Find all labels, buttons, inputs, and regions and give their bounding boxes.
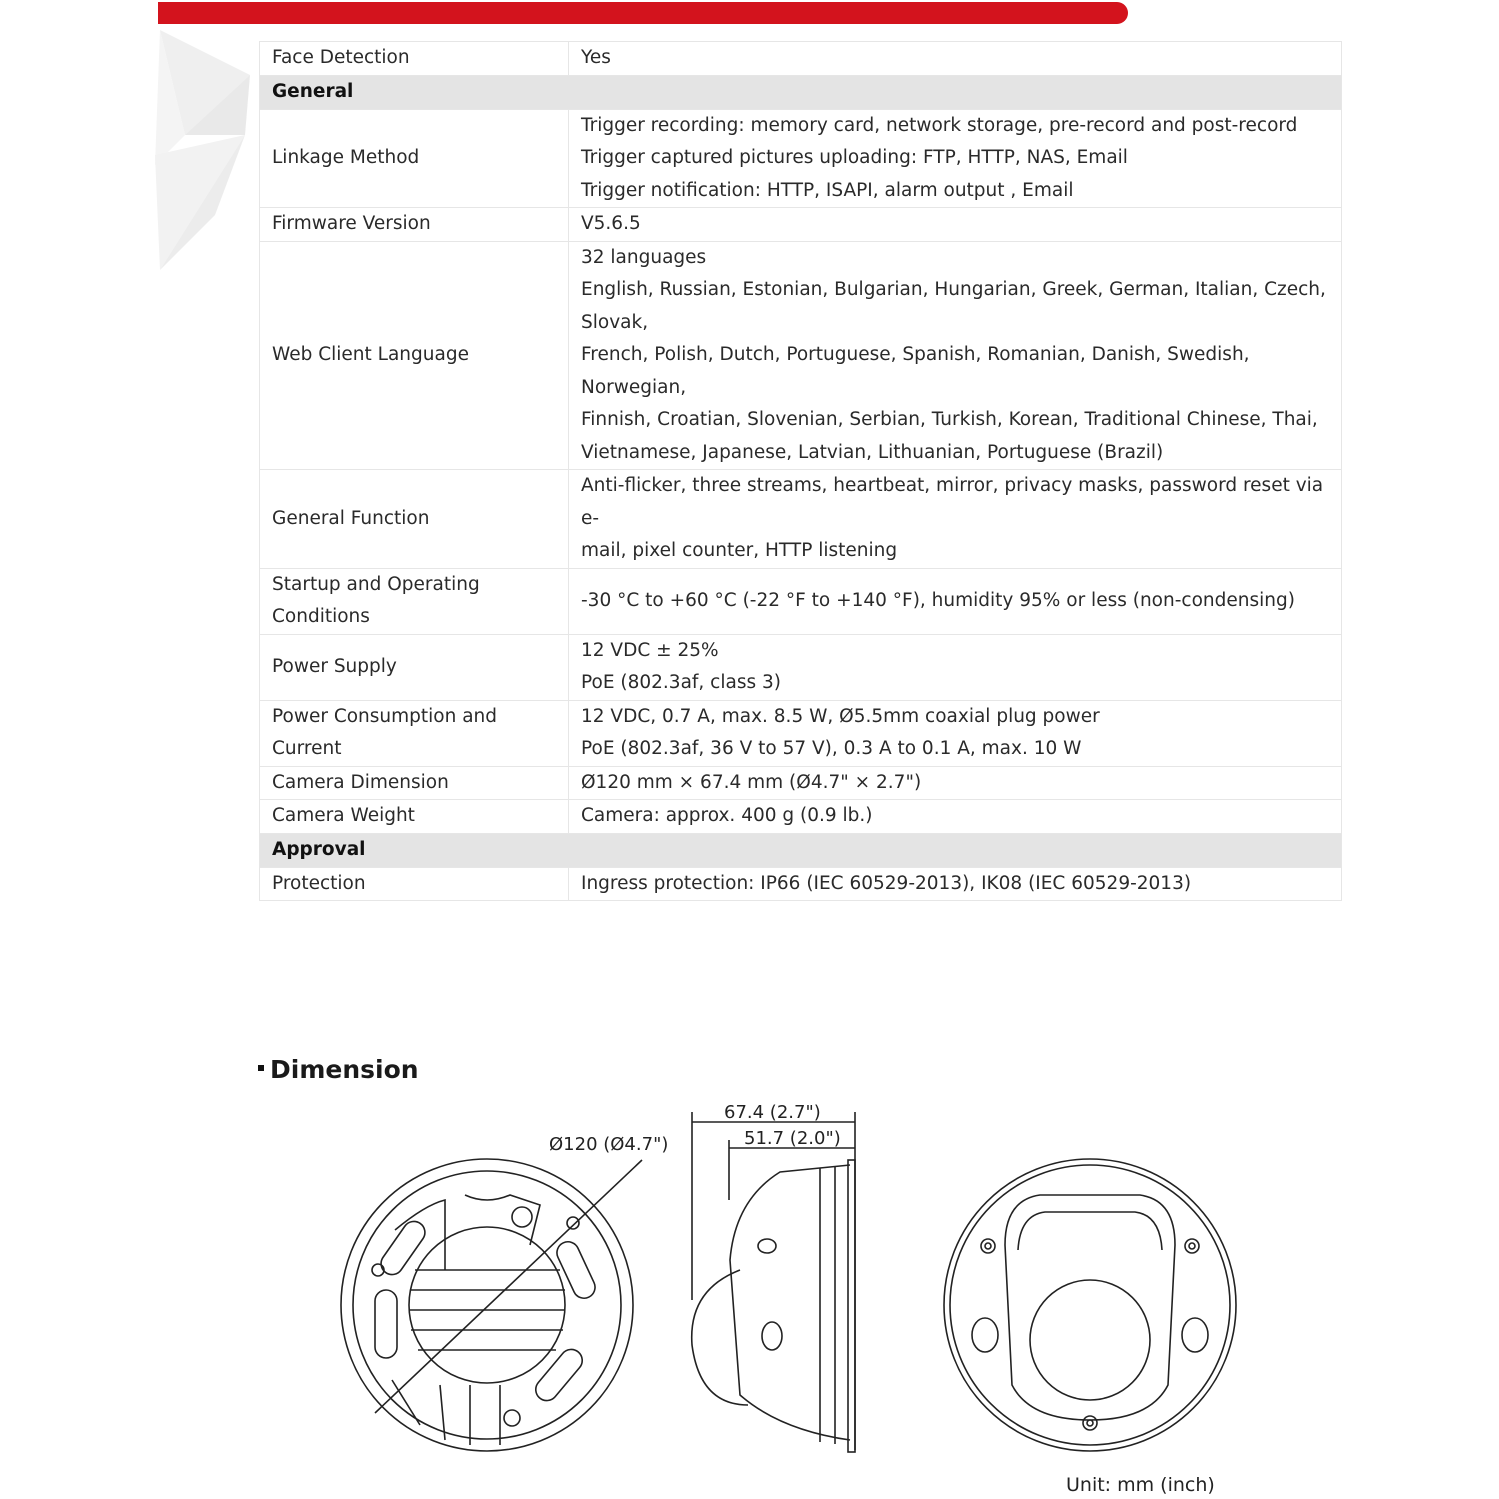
spec-value-line: Ø120 mm × 67.4 mm (Ø4.7" × 2.7") (581, 771, 922, 793)
spec-label: General Function (260, 470, 569, 569)
spec-value-line: mail, pixel counter, HTTP listening (581, 540, 898, 561)
spec-value-line: -30 °C to +60 °C (-22 °F to +140 °F), humidity 95% or less (non-condensing) (581, 589, 1295, 611)
spec-label: Firmware Version (260, 208, 569, 242)
spec-value-line: French, Polish, Dutch, Portuguese, Spanish, Romanian, Danish, Swedish, Norwegian, (581, 344, 1250, 398)
spec-label: Face Detection (260, 42, 569, 76)
spec-value-line: Camera: approx. 400 g (0.9 lb.) (581, 805, 873, 826)
spec-label-line: Power Consumption and (272, 705, 498, 727)
base-plate-view (341, 1159, 642, 1451)
section-header: Approval (260, 833, 1342, 867)
spec-label-line: Conditions (272, 606, 370, 627)
spec-value-line: 32 languages (581, 246, 707, 268)
spec-label: Web Client Language (260, 241, 569, 470)
unit-label: Unit: mm (inch) (1066, 1474, 1215, 1496)
side-view (692, 1112, 855, 1452)
spec-value-line: Yes (581, 47, 611, 68)
spec-value-line: V5.6.5 (581, 213, 641, 234)
depth-label: 67.4 (2.7") (724, 1102, 821, 1123)
spec-label: Power Supply (260, 634, 569, 700)
front-view (944, 1159, 1236, 1451)
spec-value-line: Anti-flicker, three streams, heartbeat, mirror, privacy masks, password reset via e- (581, 475, 1324, 529)
spec-label: Camera Dimension (260, 766, 569, 800)
body-depth-label: 51.7 (2.0") (744, 1128, 841, 1149)
diameter-label: Ø120 (Ø4.7") (549, 1134, 669, 1155)
spec-value-line: Vietnamese, Japanese, Latvian, Lithuanian, Portuguese (Brazil) (581, 441, 1164, 463)
spec-label: Protection (260, 867, 569, 901)
spec-label-line: Startup and Operating (272, 573, 480, 595)
spec-label-line: Current (272, 738, 342, 759)
spec-value-line: 12 VDC, 0.7 A, max. 8.5 W, Ø5.5mm coaxial plug power (581, 705, 1100, 727)
spec-value-line: PoE (802.3af, 36 V to 57 V), 0.3 A to 0.1 A, max. 10 W (581, 738, 1082, 759)
spec-label: Linkage Method (260, 109, 569, 208)
section-header: General (260, 75, 1342, 109)
spec-value-line: Trigger recording: memory card, network storage, pre-record and post-record (581, 114, 1298, 136)
dimension-title-text: Dimension (270, 1055, 419, 1084)
spec-value-line: 12 VDC ± 25% (581, 639, 719, 661)
spec-value-line: Ingress protection: IP66 (IEC 60529-2013), IK08 (IEC 60529-2013) (581, 872, 1192, 894)
spec-value-line: PoE (802.3af, class 3) (581, 672, 781, 693)
spec-value-line: English, Russian, Estonian, Bulgarian, Hungarian, Greek, German, Italian, Czech, Slovak, (581, 279, 1326, 333)
spec-label: Camera Weight (260, 800, 569, 834)
spec-value-line: Trigger notification: HTTP, ISAPI, alarm output , Email (581, 179, 1074, 201)
spec-value-line: Finnish, Croatian, Slovenian, Serbian, Turkish, Korean, Traditional Chinese, Thai, (581, 409, 1318, 430)
spec-value-line: Trigger captured pictures uploading: FTP, HTTP, NAS, Email (581, 147, 1128, 168)
